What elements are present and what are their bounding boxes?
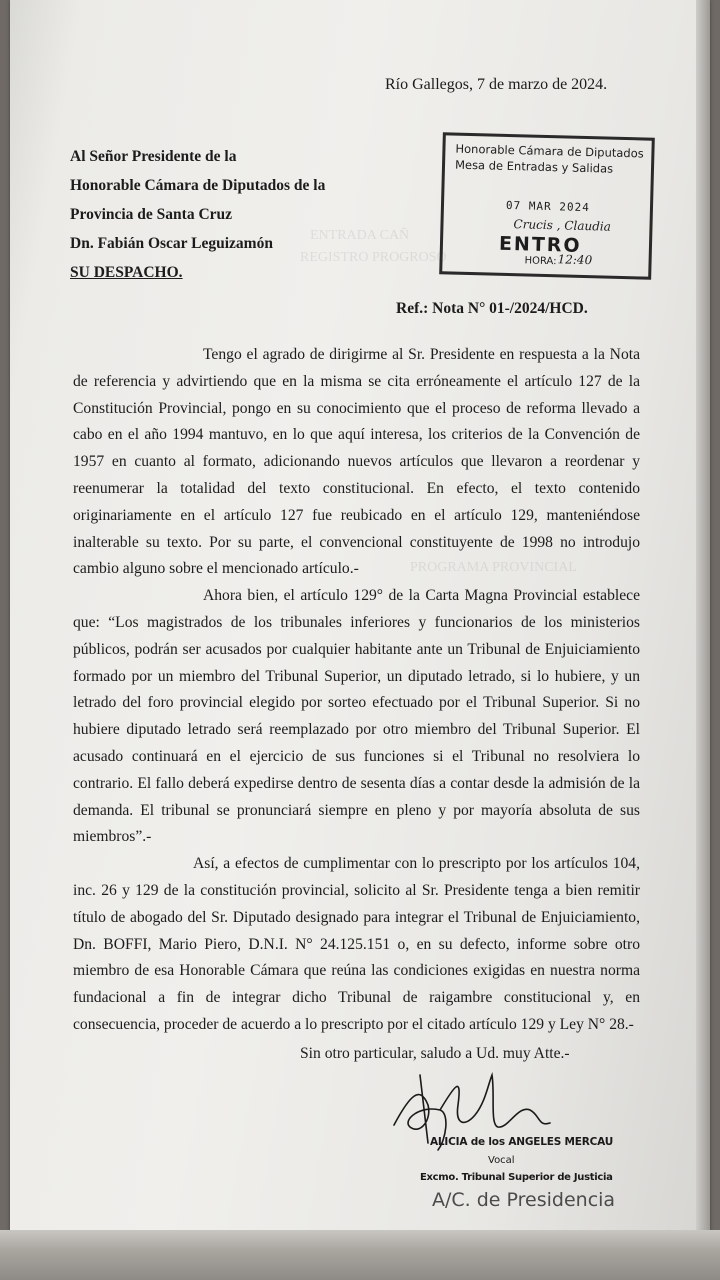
addressee-line: Dn. Fabián Oscar Leguizamón (70, 235, 273, 252)
bleed-through-text: PROGRAMA PROVINCIAL (410, 560, 577, 575)
presidency-stamp: A/C. de Presidencia (432, 1189, 616, 1211)
stamp-hora-label: HORA: (524, 255, 557, 268)
letter-body (73, 342, 640, 1039)
page-edge-shadow (696, 0, 710, 1240)
stamp-handwritten-name: Crucis , Claudia (513, 217, 612, 234)
stamp-line-2: Mesa de Entradas y Salidas (454, 157, 614, 176)
paragraph: Ahora bien, el artículo 129° de la Carta Magna Provincial establece que: “Los magistrados de los tribunales inferiores y funcionarios de los ministerios públicos, podrán ser acusados por cualquier habitante ante un Tribunal de Enjuiciamiento formado por un miembro del Tribunal Superior, un diputado letrado, si lo hubiere, y un letrado del foro provincial elegido por sorteo efectuado por el Tribunal Superior. Si no hubiere diputado letrado será reemplazado por otro miembro del Tribunal Superior. El acusado continuará en el ejercicio de sus funciones si el Tribunal no resolviera lo contrario. El fallo deberá expedirse dentro de sesenta días a contar desde la admisión de la demanda. El tribunal se pronunciará siempre en pleno y por mayoría absoluta de sus miembros”.- (73, 587, 640, 846)
paragraph: Tengo el agrado de dirigirme al Sr. Presidente en respuesta a la Nota de referencia y advirtiendo que en la misma se cita erróneamente el artículo 127 de la Constitución Provincial, pongo en su conocimiento que el proceso de reforma llevado a cabo en el año 1994 mantuvo, en lo que aquí interesa, los criterios de la Convención de 1957 en cuanto al formato, adicionando nuevos artículos que llevaron a reordenar y reenumerar la totalidad del texto constitucional. En efecto, el texto contenido originariamente en el artículo 127 fue reubicado en el artículo 129, manteniéndose inalterable su texto. Por su parte, el convencional constituyente de 1998 no introdujo cambio alguno sobre el mencionado artículo.- (73, 346, 640, 578)
stacked-pages-bottom (0, 1230, 720, 1280)
stamp-date: 07 MAR 2024 (505, 198, 591, 215)
date-line: Río Gallegos, 7 de marzo de 2024. (385, 76, 608, 93)
addressee-block (70, 142, 325, 287)
stamp-entro: ENTRO (498, 232, 582, 257)
stamp-line-1: Honorable Cámara de Diputados (455, 141, 644, 161)
addressee-line: Honorable Cámara de Diputados de la (70, 177, 326, 194)
reference-line: Ref.: Nota N° 01-/2024/HCD. (396, 300, 588, 317)
closing-line: Sin otro particular, saludo a Ud. muy Atte.- (300, 1045, 570, 1062)
signer-role: Vocal (488, 1155, 515, 1166)
paragraph: Así, a efectos de cumplimentar con lo prescripto por los artículos 104, inc. 26 y 129 de la constitución provincial, solicito al Sr. Presidente tenga a bien remitir título de abogado del Sr. Diputado designado para integrar el Tribunal de Enjuiciamiento, Dn. BOFFI, Mario Piero, D.N.I. N° 24.125.151 o, en su defecto, informe sobre otro miembro de esa Honorable Cámara que reúna las condiciones exigidas en nuestra norma fundacional a fin de integrar dicho Tribunal de raigambre constitucional y, en consecuencia, proceder de acuerdo a lo prescripto por el citado artículo 129 y Ley N° 28.- (73, 855, 640, 1033)
addressee-line: Provincia de Santa Cruz (70, 206, 233, 223)
stamp-hora-value: 12:40 (557, 252, 593, 268)
bleed-through-text: REGISTRO PROGROSO (300, 250, 447, 265)
addressee-line: Al Señor Presidente de la (70, 148, 237, 165)
addressee-line-despacho: SU DESPACHO. (70, 264, 183, 281)
bleed-through-text: ENTRADA CAÑ (310, 228, 410, 243)
reception-stamp (439, 132, 655, 280)
signer-name: ALICIA de los ANGELES MERCAU (430, 1136, 614, 1148)
signer-court: Excmo. Tribunal Superior de Justicia (420, 1172, 613, 1183)
